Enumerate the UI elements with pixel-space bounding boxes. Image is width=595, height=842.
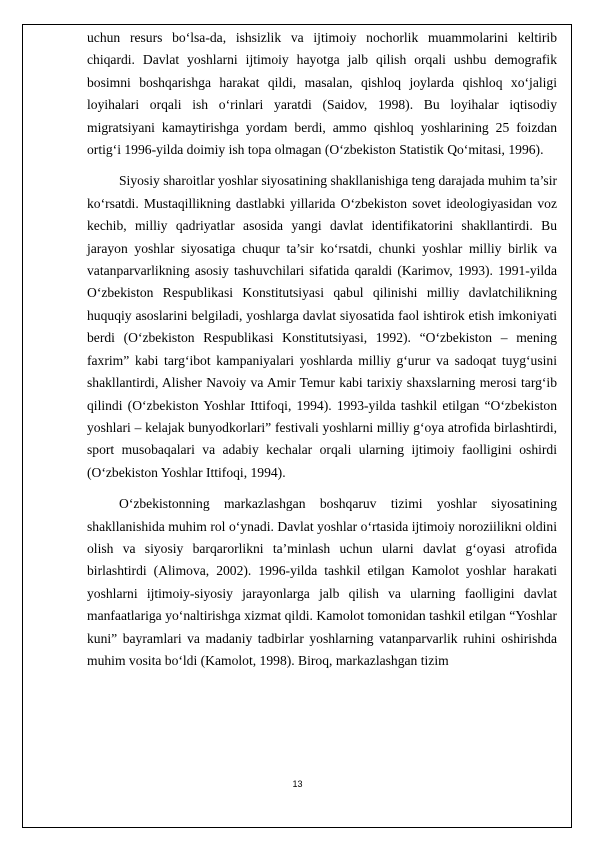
paragraph-centralized-governance: O‘zbekistonning markazlashgan boshqaruv tizimi yoshlar siyosatining shakllanishida muhim rol o‘ynadi. Davlat yoshlar o‘rtasida ijtimoiy noroziilikni oldini olish va siyosiy barqarorlikni ta’minlash uchun ularni davlat g‘oyasi atrofida birlashtirdi (Alimova, 2002). 1996-yilda tashkil etilgan Kamolot yoshlar harakati yoshlarni ijtimoiy-siyosiy jarayonlarga jalb qilish va ularning faolligini davlat manfaatlariga yo‘naltirishga xizmat qildi. Kamolot tomonidan tashkil etilgan “Yoshlar kuni” bayramlari va madaniy tadbirlar yoshlarning vatanparvarlik ruhini oshirishda muhim vosita bo‘ldi (Kamolot, 1998). Biroq, markazlashgan tizim (87, 496, 557, 668)
paragraph-political-conditions: Siyosiy sharoitlar yoshlar siyosatining shakllanishiga teng darajada muhim ta’sir ko‘rsatdi. Mustaqillikning dastlabki yillarida O‘zbekiston sovet ideologiyasidan voz kechib, milliy qadriyatlar asosida yangi davlat identifikatorini shakllantirdi. Bu jarayon yoshlar siyosatiga chuqur ta’sir ko‘rsatdi, chunki yoshlar milliy birlik va vatanparvarlikning asosiy tashuvchilari sifatida qaraldi (Karimov, 1993). 1991-yilda O‘zbekiston Respublikasi Konstitutsiyasi qabul qilinishi milliy davlatchilikning huquqiy asoslarini belgiladi, yoshlarga davlat siyosatida faol ishtirok etish imkoniyati berdi (O‘zbekiston Respublikasi Konstitutsiyasi, 1992). “O‘zbekiston – mening faxrim” kabi targ‘ibot kampaniyalari yoshlarda milliy g‘urur va sadoqat tuyg‘usini shakllantirdi, Alisher Navoiy va Amir Temur kabi tarixiy shaxslarning merosi targ‘ib qilindi (O‘zbekiston Yoshlar Ittifoqi, 1994). 1993-yilda tashkil etilgan “O‘zbekiston yoshlari – kelajak bunyodkorlari” festivali yoshlarni milliy g‘oya atrofida birlashtirdi, sport musobaqalari va adabiy kechalar orqali ularning ijtimoiy faolligini oshirdi (O‘zbekiston Yoshlar Ittifoqi, 1994). (87, 173, 557, 480)
paragraph-continuation: uchun resurs bo‘lsa-da, ishsizlik va ijtimoiy nochorlik muammolarini keltirib chiqardi. Davlat yoshlarni ijtimoiy hayotga jalb qilish orqali ushbu demografik bosimni boshqarishga harakat qildi, masalan, qishloq joylarda qishloq xo‘jaligi loyihalari orqali ish o‘rinlari yaratdi (Saidov, 1998). Bu loyihalar iqtisodiy migratsiyani kamaytirishga yordam berdi, ammo qishloq yoshlarining 25 foizdan ortig‘i 1996-yilda doimiy ish topa olmagan (O‘zbekiston Statistik Qo‘mitasi, 1996). (87, 30, 557, 158)
page-number: 13 (292, 779, 303, 789)
document-body (87, 27, 557, 681)
